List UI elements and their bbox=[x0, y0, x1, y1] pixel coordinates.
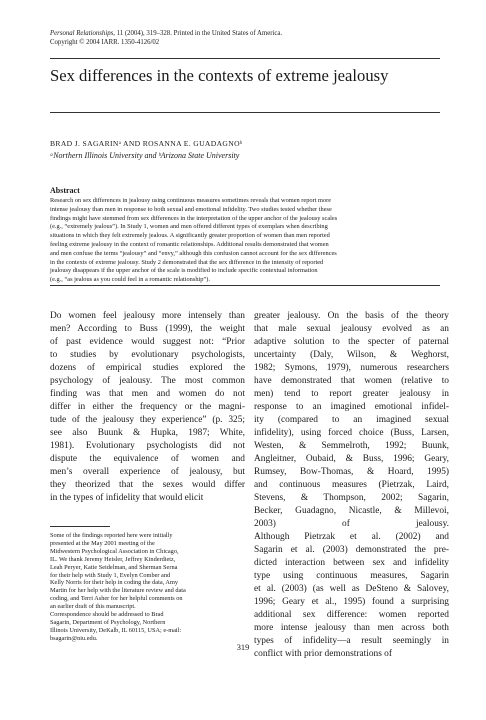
article-title: Sex differences in the contexts of extreme jealousy bbox=[50, 66, 389, 85]
text-line: intense jealousy than men in response to both sexual and emotional infidelity. Two studies tested whether these bbox=[50, 205, 332, 213]
text-line: dozens of empirical studies explored the bbox=[50, 363, 245, 373]
text-line: et al. (2003) (as well as DeSteno & Salovey, bbox=[254, 584, 449, 594]
text-line: in the types of infidelity that would elicit bbox=[50, 493, 204, 503]
text-line: greater jealousy. On the basis of the theory bbox=[254, 311, 449, 321]
text-line: Becker, Guadagno, Nicastle, & Millevoi, bbox=[254, 506, 449, 516]
text-line: ity (compared to an imagined sexual bbox=[254, 415, 449, 425]
text-line: response to an imagined emotional infidel- bbox=[254, 402, 449, 412]
text-line: 1982; Symons, 1979), numerous researchers bbox=[254, 363, 449, 373]
text-line: (e.g., “as jealous as you could feel in a romantic relationship”). bbox=[50, 276, 210, 284]
text-line: type using continuous measures, Sagarin bbox=[254, 571, 449, 581]
text-line: tude of the jealousy they experience” (p. 325; bbox=[50, 415, 245, 425]
text-line: of past evidence would suggest not: “Prior bbox=[50, 337, 245, 347]
journal-ref: , 11 (2004), 319–328. Printed in the United States of America. bbox=[113, 30, 283, 37]
text-line: they theorized that the sexes would differ bbox=[50, 480, 245, 490]
text-line: dicted interaction between sex and infidelity bbox=[254, 558, 449, 568]
text-line: 1981). Evolutionary psychologists did not bbox=[50, 441, 245, 451]
title-rule bbox=[50, 112, 440, 113]
text-line: an earlier draft of this manuscript. bbox=[50, 603, 136, 611]
text-line: finding was that men and women do not bbox=[50, 389, 245, 399]
text-line: and men confuse the terms “jealousy” and “envy,” although this confusion cannot account for the sex differences bbox=[50, 249, 337, 257]
text-line: Research on sex differences in jealousy using continuous measures sometimes reveals that women report more bbox=[50, 197, 332, 204]
text-line: Correspondence should be addressed to Brad bbox=[50, 611, 164, 618]
text-line: men’s overall experience of jealousy, but bbox=[50, 467, 245, 477]
text-line: Leah Peryer, Katie Seidelman, and Sherman Serna bbox=[50, 563, 178, 571]
text-line: feeling extreme jealousy in the context of romantic relationships. Additional results demonstrated that women bbox=[50, 241, 329, 248]
text-line: findings might have stemmed from sex differences in the interpretation of the upper anchor of the jealousy scales bbox=[50, 214, 338, 222]
text-line: see also Buunk & Hupka, 1987; White, bbox=[50, 428, 245, 438]
affiliations: ᵃNorthern Illinois University and ᵇArizona State University bbox=[50, 151, 240, 160]
text-line: men) tend to report greater jealousy in bbox=[254, 389, 449, 399]
journal-name: Personal Relationships bbox=[50, 30, 114, 37]
text-line: 1996; Geary et al., 1995) found a surprising bbox=[254, 597, 449, 607]
text-line: adaptive solution to the specter of paternal bbox=[254, 337, 449, 347]
text-line: Westen, & Semmelroth, 1992; Buunk, bbox=[254, 441, 449, 451]
abstract-heading: Abstract bbox=[50, 186, 80, 195]
text-line: Angleitner, Oubaid, & Buss, 1996; Geary, bbox=[254, 454, 449, 464]
text-line: in the contexts of extreme jealousy. Study 2 demonstrated that the sex difference in the intensity of reported bbox=[50, 258, 324, 266]
text-line: situations in which they felt extremely jealous. A significantly greater proportion of women than men reported bbox=[50, 232, 330, 240]
text-line: Although Pietrzak et al. (2002) and bbox=[254, 532, 449, 542]
top-rule bbox=[50, 58, 440, 59]
text-line: Kelly Norris for their help in coding the data, Amy bbox=[50, 579, 179, 587]
text-line: infidelity), using forced choice (Buss, Larsen, bbox=[254, 428, 449, 438]
text-line: and continuous measures (Pietrzak, Laird, bbox=[254, 480, 449, 490]
text-line: differ in either the frequency or the magni- bbox=[50, 402, 245, 412]
text-line: to studies by evolutionary psychologists, bbox=[50, 350, 245, 360]
text-line: IL. We thank Jeremy Heisler, Jeffrey Kinderdietz, bbox=[50, 555, 176, 563]
text-line: Midwestern Psychological Association in Chicago, bbox=[50, 547, 179, 555]
copyright-line: Copyright © 2004 IARR. 1350-4126/02 bbox=[50, 39, 160, 46]
text-line: conflict with prior demonstrations of bbox=[254, 649, 392, 659]
text-line: Martin for her help with the literature review and data bbox=[50, 587, 186, 595]
text-line: that male sexual jealousy evolved as an bbox=[254, 324, 449, 334]
text-line: jealousy disappears if the upper anchor of the scale is modified to include specific contextual information bbox=[50, 267, 318, 275]
text-line: men? According to Buss (1999), the weight bbox=[50, 324, 245, 334]
text-line: Some of the findings reported here were initially bbox=[50, 532, 173, 539]
text-line: psychology of jealousy. The most common bbox=[50, 376, 245, 386]
text-line: 2003) of jealousy. bbox=[254, 519, 449, 529]
journal-citation bbox=[50, 29, 282, 38]
footnote-rule bbox=[50, 526, 110, 527]
text-line: coding, and Terri Asher for her helpful comments on bbox=[50, 595, 183, 603]
authors: BRAD J. SAGARINᵃ AND ROSANNA E. GUADAGNOᵇ bbox=[50, 139, 243, 148]
text-line: types of infidelity—a result seemingly in bbox=[254, 636, 449, 646]
text-line: uncertainty (Daly, Wilson, & Weghorst, bbox=[254, 350, 449, 360]
text-line: more intense jealousy than men across both bbox=[254, 623, 449, 633]
text-line: Stevens, & Thompson, 2002; Sagarin, bbox=[254, 493, 449, 503]
text-line: Sagarin et al. (2003) demonstrated the pre- bbox=[254, 545, 449, 555]
text-line: (e.g., “extremely jealous”). In Study 1, women and men offered different types of exemplars when describing bbox=[50, 223, 328, 231]
abstract-rule bbox=[50, 285, 440, 286]
page-number: 319 bbox=[236, 643, 250, 652]
text-line: Sagarin, Department of Psychology, Northern bbox=[50, 618, 166, 626]
text-line: Illinois University, DeKalb, IL 60115, USA; e-mail: bbox=[50, 626, 182, 634]
text-line: Rumsey, Bow-Thomas, & Hoard, 1995) bbox=[254, 467, 449, 477]
text-line: Do women feel jealousy more intensely than bbox=[50, 311, 245, 321]
text-line: have demonstrated that women (relative to bbox=[254, 376, 449, 386]
text-line: dispute the equivalence of women and bbox=[50, 454, 245, 464]
text-line: additional sex difference: women reported bbox=[254, 610, 449, 620]
text-line: presented at the May 2001 meeting of the bbox=[50, 539, 155, 547]
text-line: for their help with Study 1, Evelyn Comber and bbox=[50, 571, 171, 579]
text-line: bsagarin@niu.edu. bbox=[50, 634, 98, 642]
